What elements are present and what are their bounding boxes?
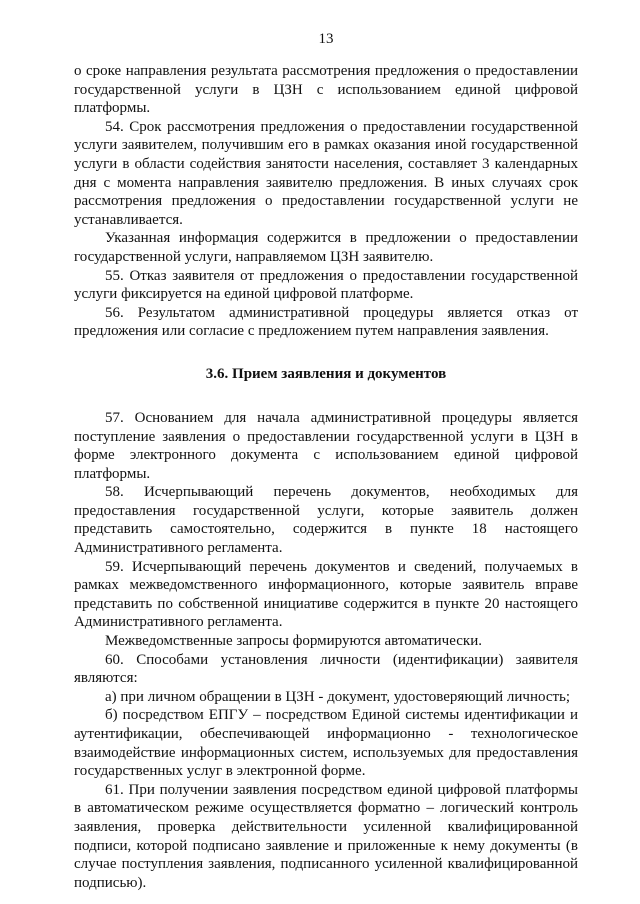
paragraph: 60. Способами установления личности (идентификации) заявителя являются: <box>74 651 578 687</box>
paragraph: 54. Срок рассмотрения предложения о предоставлении государственной услуги заявителем, получившим его в рамках оказания иной государственной услуги в области содействия занятости населения, составляет 3 календарных дня с момента направления заявителю предложения. В иных случаях срок рассмотрения предложения о предоставлении государственной услуги не устанавливается. <box>74 118 578 228</box>
paragraph: Указанная информация содержится в предложении о предоставлении государственной услуги, направляемом ЦЗН заявителю. <box>74 230 578 265</box>
paragraph: 61. При получении заявления посредством единой цифровой платформы в автоматическом режиме осуществляется форматно – логический контроль заявления, проверка действительности усиленной квалифицированной подписи, которой подписано заявление и приложенные к нему документы (в случае поступления заявления, подписанного усиленной квалифицированной подписью). <box>74 781 578 891</box>
paragraph: 59. Исчерпывающий перечень документов и сведений, получаемых в рамках межведомственного информационного, которые заявитель вправе представить по собственной инициативе содержится в пункте 20 настоящего Административного регламента. <box>74 558 578 631</box>
paragraph: 56. Результатом административной процедуры является отказ от предложения или согласие с предложением путем направления заявления. <box>74 304 578 340</box>
page-number: 13 <box>318 31 334 47</box>
document-body <box>74 62 578 892</box>
section-heading: 3.6. Прием заявления и документов <box>205 365 447 382</box>
paragraph: 55. Отказ заявителя от предложения о предоставлении государственной услуги фиксируется на единой цифровой платформе. <box>74 267 578 303</box>
paragraph: а) при личном обращении в ЦЗН - документ, удостоверяющий личность; <box>105 688 571 705</box>
paragraph: 57. Основанием для начала административной процедуры является поступление заявления о предоставлении государственной услуги в ЦЗН в форме электронного документа с использованием единой цифровой платформы. <box>74 409 578 482</box>
paragraph: б) посредством ЕПГУ – посредством Единой системы идентификации и аутентификации, обеспечивающей информационно - технологическое взаимодействие информационных систем, используемых для предоставления государственных услуг в электронной форме. <box>74 707 578 780</box>
paragraph: о сроке направления результата рассмотрения предложения о предоставлении государственной услуги в ЦЗН с использованием единой цифровой платформы. <box>74 63 578 117</box>
paragraph: Межведомственные запросы формируются автоматически. <box>105 633 482 650</box>
paragraph: 58. Исчерпывающий перечень документов, необходимых для предоставления государственной услуги, которые заявитель должен представить самостоятельно, содержится в пункте 18 настоящего Административного регламента. <box>74 484 578 557</box>
